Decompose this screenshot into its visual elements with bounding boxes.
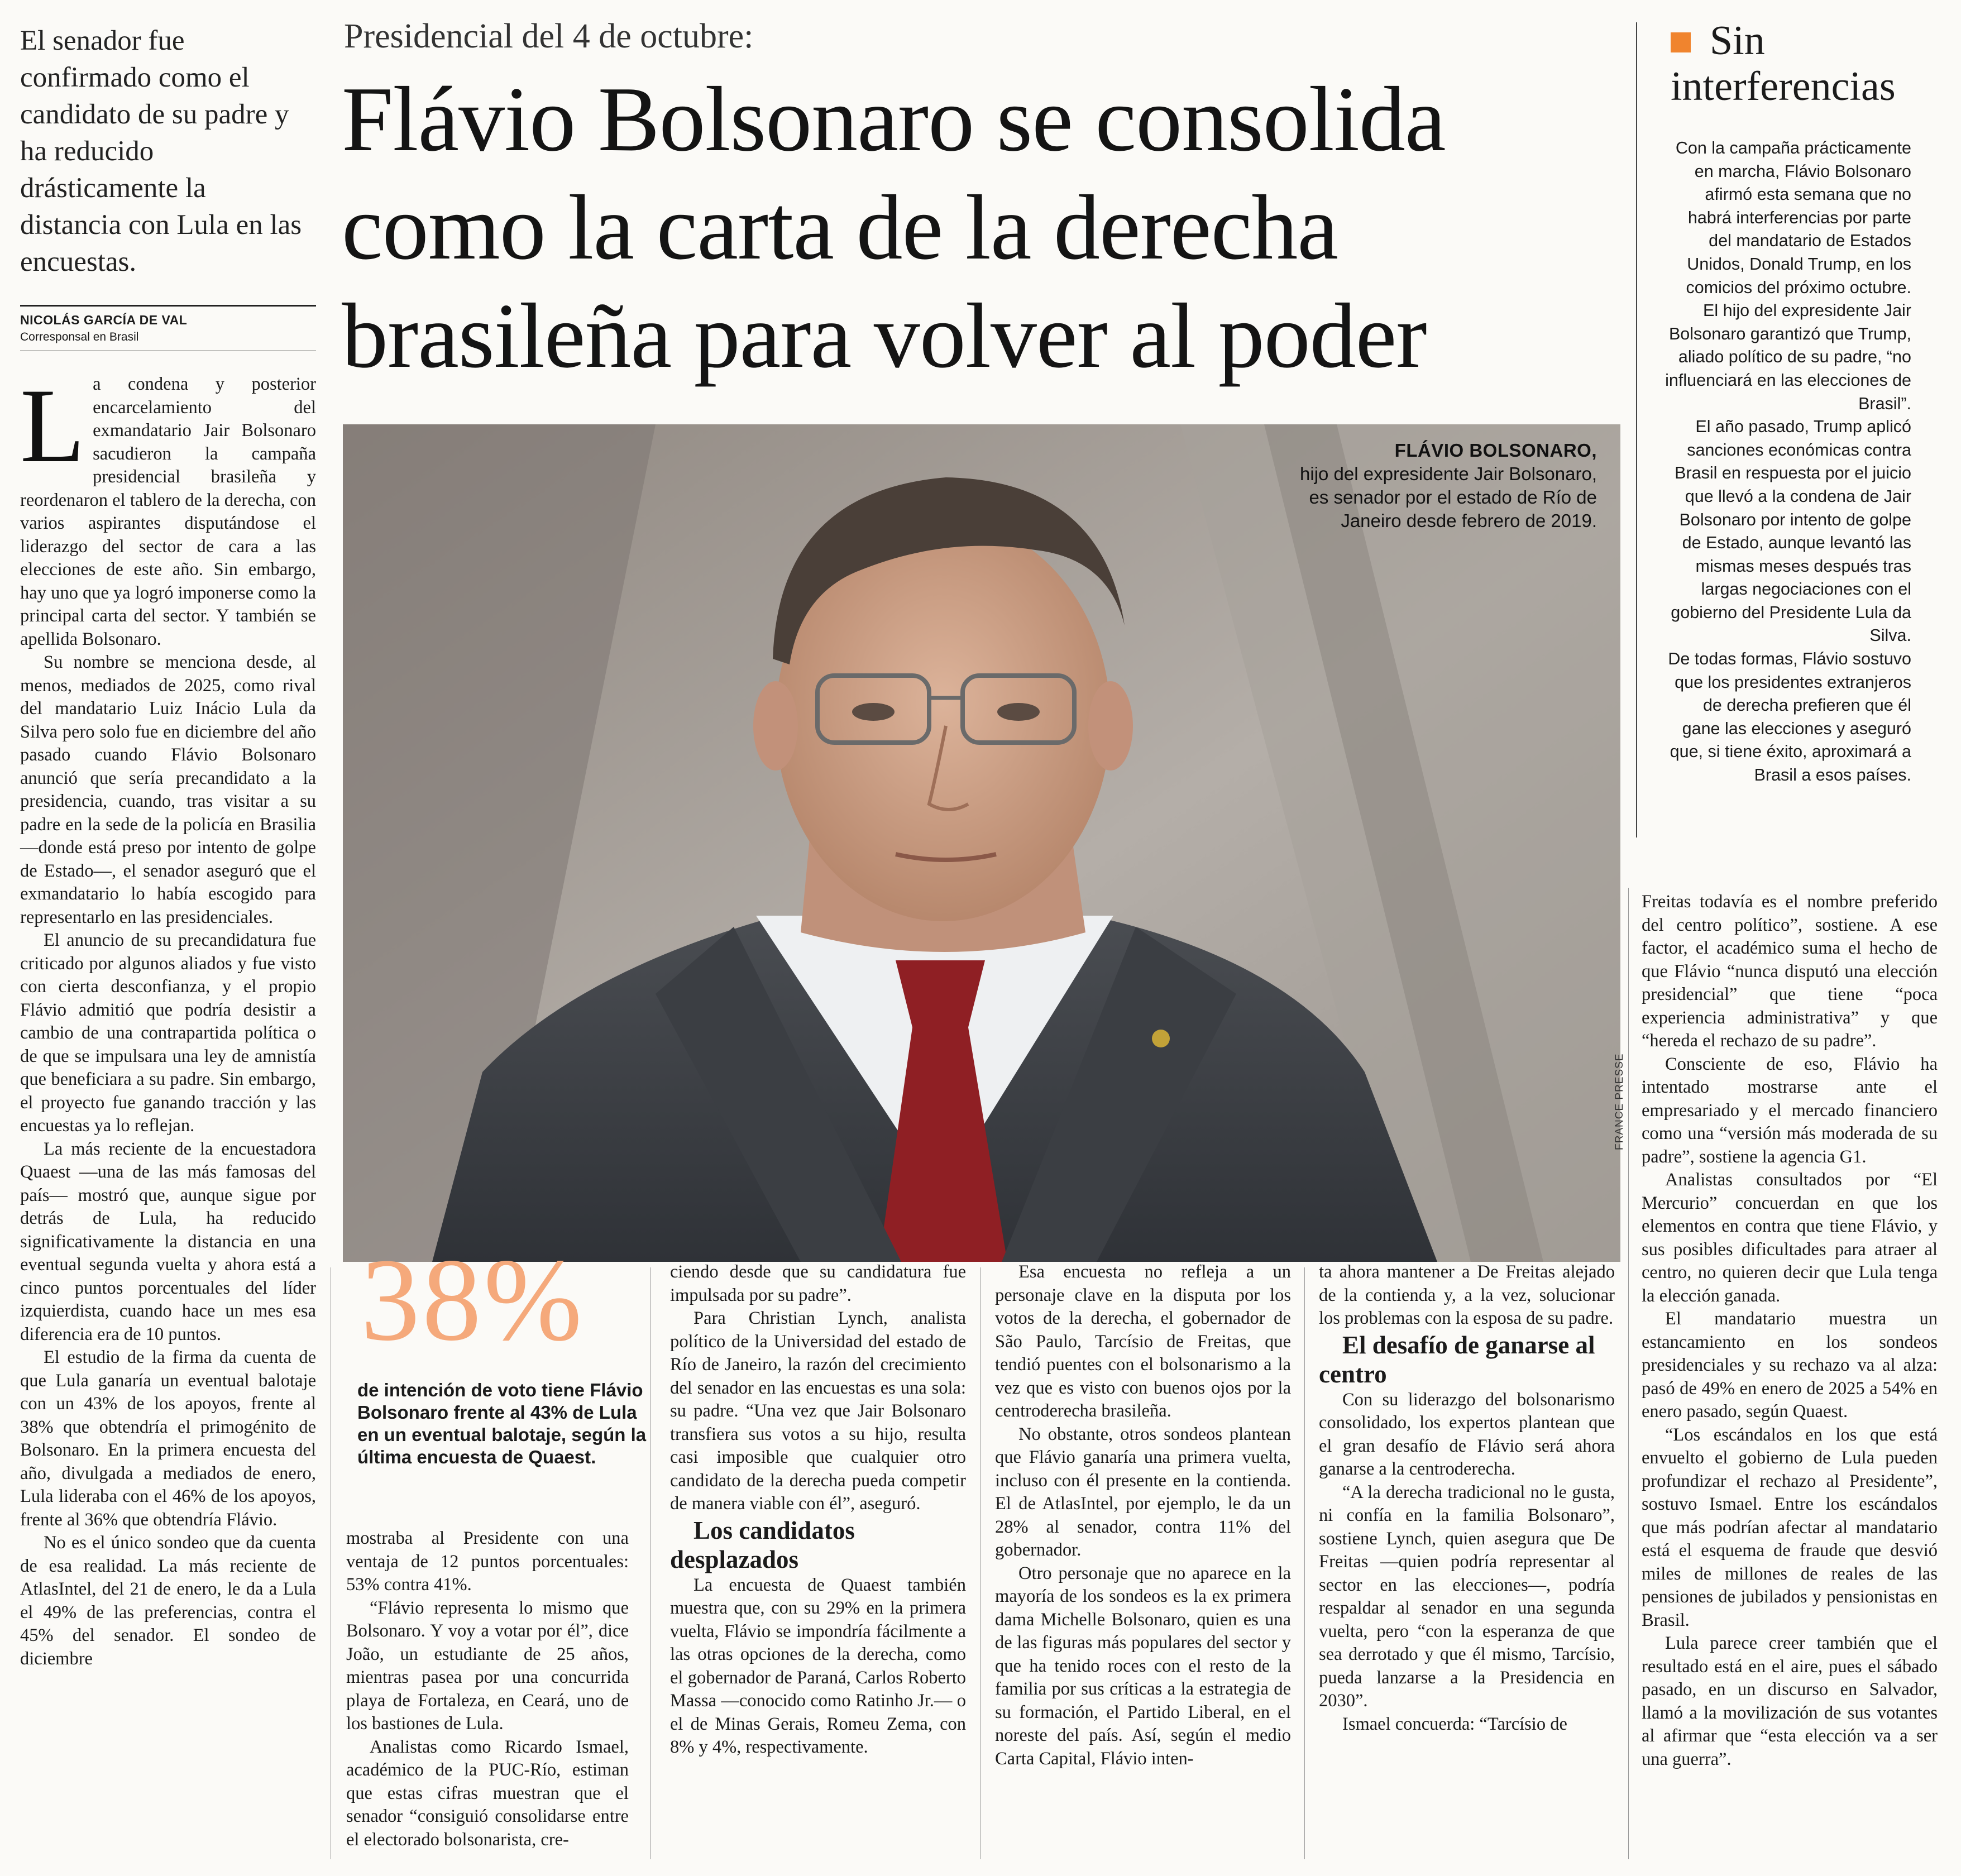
headline-line-2: como la carta de la derecha xyxy=(342,176,1338,279)
section-subhead: Los candidatos desplazados xyxy=(670,1516,855,1573)
body-paragraph: No obstante, otros sondeos plantean que Flávio ganaría una primera vuelta, incluso con él presente en la contienda. El de AtlasIntel, por ejemplo, le da un 28% al senador, contra 11% del gobernador. xyxy=(995,1424,1291,1560)
article-column-5 xyxy=(1319,1261,1615,1736)
sidebar-title xyxy=(1671,18,1933,109)
sidebar-divider xyxy=(1636,22,1637,838)
body-paragraph: La encuesta de Quaest también muestra que, con su 29% en la primera vuelta, Flávio se impondría fácilmente a las otras opciones de la derecha, como el gobernador de Paraná, Carlos Roberto Massa —conocido como Ratinho Jr.— o el de Minas Gerais, Romeu Zema, con 8% y 4%, respectivamente. xyxy=(670,1574,966,1757)
stat-number: 38% xyxy=(361,1234,585,1365)
body-paragraph: Consciente de eso, Flávio ha intentado mostrarse ante el empresariado y el mercado financiero como una “versión más moderada de su padre”, sostiene la agencia G1. xyxy=(1642,1054,1938,1167)
body-paragraph: ciendo desde que su candidatura fue impulsada por su padre”. xyxy=(670,1262,966,1305)
lead-paragraph xyxy=(20,367,316,651)
article-photo xyxy=(343,424,1620,1262)
column-divider xyxy=(980,1267,981,1859)
body-paragraph: El estudio de la firma da cuenta de que Lula ganaría un eventual balotaje con un 43% de los apoyos, frente al 38% que obtendría el primogénito de Bolsonaro. En la primera encuesta del año, divulgada a mediados de enero, Lula lideraba con el 46% de los apoyos, frente al 36% que obtendría Flávio. xyxy=(20,1347,316,1530)
portrait-illustration xyxy=(343,424,1620,1262)
body-paragraph: Lula parece creer también que el resultado está en el aire, pues el sábado pasado, en un discurso en Salvador, llamó a la movilización de sus votantes al afirmar que “esta elección va a ser una guerra”. xyxy=(1642,1633,1938,1769)
body-paragraph: Ismael concuerda: “Tarcísio de xyxy=(1342,1714,1567,1734)
body-paragraph: Su nombre se menciona desde, al menos, mediados de 2025, como rival del mandatario Luiz Inácio Lula da Silva pero solo fue en diciembre del año pasado cuando Flávio Bolsonaro anunció que sería precandidato a la presidencia, cuando, tras visitar a su padre en la sede de la policía en Brasilia —donde está preso por intento de golpe de Estado—, el senador aseguró que el exmandatario lo había escogido para representarlo en las presidenciales. xyxy=(20,652,316,927)
body-paragraph: Analistas consultados por “El Mercurio” concuerdan en que los elementos en contra que tiene Flávio, y sus posibles dificultades para atraer al centro, no quieren decir que Lula tenga la elección ganada. xyxy=(1642,1170,1938,1306)
body-paragraph: “Flávio representa lo mismo que Bolsonaro. Y voy a votar por él”, dice João, un estudiante de 25 años, mientras pasea por una concurrida playa de Fortaleza, en Ceará, uno de los bastiones de Lula. xyxy=(346,1597,629,1734)
body-paragraph: El anuncio de su precandidatura fue criticado por algunos aliados y fue visto con cierta desconfianza, y el propio Flávio admitió que podría desistir a cambio de una contrapartida política o de que se impulsara una ley de amnistía que beneficiara a su padre. Sin embargo, el proyecto fue ganando tracción y las encuestas ya lo reflejan. xyxy=(20,930,316,1136)
byline-divider xyxy=(20,305,316,307)
article-column-3 xyxy=(670,1261,966,1759)
byline-role: Corresponsal en Brasil xyxy=(20,331,139,343)
body-paragraph: No es el único sondeo que da cuenta de esa realidad. La más reciente de AtlasIntel, del 21 de enero, le da a Lula el 49% de las preferencias, contra el 45% del senador. El sondeo de diciembre xyxy=(20,1533,316,1669)
article-headline xyxy=(342,65,1620,390)
article-kicker: Presidencial del 4 de octubre: xyxy=(344,17,754,55)
article-column-1 xyxy=(20,367,316,1671)
body-paragraph: Otro personaje que no aparece en la mayoría de los sondeos es la ex primera dama Michelle Bolsonaro, quien es una de las figuras más populares del sector y que ha tenido roces con el resto de la familia por sus críticas a la estrategia de su formación, el Partido Liberal, en el noreste del país. Así, según el medio Carta Capital, Flávio inten- xyxy=(995,1563,1291,1769)
byline-name: NICOLÁS GARCÍA DE VAL xyxy=(20,313,188,327)
body-paragraph: Analistas como Ricardo Ismael, académico de la PUC-Río, estiman que estas cifras muestran que el senador “consiguió consolidarse entre el electorado bolsonarista, cre- xyxy=(346,1736,629,1850)
photo-caption xyxy=(1284,439,1597,533)
body-paragraph: “Los escándalos en los que está envuelto el gobierno de Lula pueden profundizar el rechazo al Presidente”, sostuvo Ismael. Entre los escándalos que más podrían afectar al mandatario está el esquema de fraude que desvió miles de millones de reales de las pensiones de jubilados y pensionistas en Brasil. xyxy=(1642,1424,1938,1630)
sidebar-body xyxy=(1661,137,1911,787)
sidebar-paragraph: El año pasado, Trump aplicó sanciones económicas contra Brasil en respuesta por el juicio que llevó a la condena de Jair Bolsonaro por intento de golpe de Estado, aunque levantó las mismas meses después tras largas negociaciones con el gobierno del Presidente Lula da Silva. xyxy=(1671,417,1911,645)
body-paragraph: Freitas todavía es el nombre preferido del centro político”, sostiene. A ese factor, el académico suma el hecho de que Flávio “nunca disputó una elección presidencial” que tiene “poca experiencia administrativa” y que “hereda el rechazo de su padre”. xyxy=(1642,892,1938,1051)
sidebar-title-line-1: Sin xyxy=(1710,18,1765,64)
body-paragraph: ta ahora mantener a De Freitas alejado de la contienda y, a la vez, solucionar los problemas con la esposa de su padre. xyxy=(1319,1262,1615,1328)
body-paragraph: Con su liderazgo del bolsonarismo consolidado, los expertos plantean que el gran desafío de Flávio será ahora ganarse a la centroderecha. xyxy=(1319,1389,1615,1479)
section-subhead: El desafío de ganarse al centro xyxy=(1319,1331,1595,1388)
article-column-6 xyxy=(1642,891,1938,1771)
article-column-4 xyxy=(995,1261,1291,1770)
photo-caption-text: hijo del expresidente Jair Bolsonaro, es senador por el estado de Río de Janeiro desde febrero de 2019. xyxy=(1300,463,1597,531)
article-column-2 xyxy=(346,1527,629,1851)
body-paragraph: La más reciente de la encuestadora Quaest —una de las más famosas del país— mostró que, aunque sigue por detrás de Lula, ha reducido significativamente la distancia en una eventual segunda vuelta y ahora está a cinco puntos porcentuales del líder izquierdista, cuando hace un mes esa diferencia era de 10 puntos. xyxy=(20,1138,316,1344)
sidebar-paragraph: El hijo del expresidente Jair Bolsonaro garantizó que Trump, aliado político de su padre, “no influenciará en las elecciones de Brasil”. xyxy=(1665,301,1911,413)
photo-caption-name: FLÁVIO BOLSONARO, xyxy=(1394,440,1597,461)
sidebar-title-line-2: interferencias xyxy=(1671,64,1896,109)
sidebar-paragraph: De todas formas, Flávio sostuvo que los presidentes extranjeros de derecha prefieren que él gane las elecciones y aseguró que, si tiene éxito, aproximará a Brasil a esos países. xyxy=(1668,649,1911,785)
column-divider xyxy=(1304,1267,1305,1859)
headline-line-3: brasileña para volver al poder xyxy=(342,284,1427,387)
column-divider xyxy=(1628,888,1629,1859)
body-paragraph: “A la derecha tradicional no le gusta, ni confía en la familia Bolsonaro”, sostiene Lynch, quien asegura que De Freitas —quien podría representar al sector en las elecciones—, podría respaldar al senador en una segunda vuelta, pero “con la esperanza de que sea derrotado y que él mismo, Tarcísio, pueda lanzarse a la Presidencia en 2030”. xyxy=(1319,1482,1615,1711)
drop-cap: L xyxy=(20,367,85,485)
body-paragraph: mostraba al Presidente con una ventaja de 12 puntos porcentuales: 53% contra 41%. xyxy=(346,1528,629,1595)
body-paragraph: El mandatario muestra un estancamiento en los sondeos presidenciales y su rechazo va al alza: pasó de 49% en enero de 2025 a 54% en enero pasado, según Quaest. xyxy=(1642,1309,1938,1422)
column-divider xyxy=(650,1267,651,1859)
stat-text: de intención de voto tiene Flávio Bolsonaro frente al 43% de Lula en un eventual balotaje, según la última encuesta de Quaest. xyxy=(357,1380,647,1467)
headline-line-1: Flávio Bolsonaro se consolida xyxy=(342,68,1446,170)
sidebar-paragraph: Con la campaña prácticamente en marcha, Flávio Bolsonaro afirmó esta semana que no habrá interferencias por parte del mandatario de Estados Unidos, Donald Trump, en los comicios del próximo octubre. xyxy=(1675,138,1911,297)
body-paragraph: Esa encuesta no refleja a un personaje clave en la disputa por los votos de la derecha, el gobernador de São Paulo, Tarcísio de Freitas, que tendió puentes con el bolsonarismo a la vez que es visto con buenos ojos por la centroderecha brasileña. xyxy=(995,1262,1291,1421)
lead-paragraph-text: a condena y posterior encarcelamiento del exmandatario Jair Bolsonaro sacudieron la campaña presidencial brasileña y reordenaron el tablero de la derecha, con varios aspirantes disputándose el liderazgo del sector de cara a las elecciones de este año. Sin embargo, hay uno que ya logró imponerse como la principal carta del sector. Y también se apellida Bolsonaro. xyxy=(20,374,316,649)
body-paragraph: Para Christian Lynch, analista político de la Universidad del estado de Río de Janeiro, la razón del crecimiento del senador en las encuestas es una sola: su padre. “Una vez que Jair Bolsonaro transfiera sus votos a su hijo, resulta casi imposible que cualquier otro candidato de la derecha pueda competir de manera viable con él”, aseguró. xyxy=(670,1308,966,1514)
photo-credit: FRANCE PRESSE xyxy=(1614,1053,1625,1150)
article-dek: El senador fue confirmado como el candidato de su padre y ha reducido drásticamente la distancia con Lula en las encuestas. xyxy=(20,25,302,277)
